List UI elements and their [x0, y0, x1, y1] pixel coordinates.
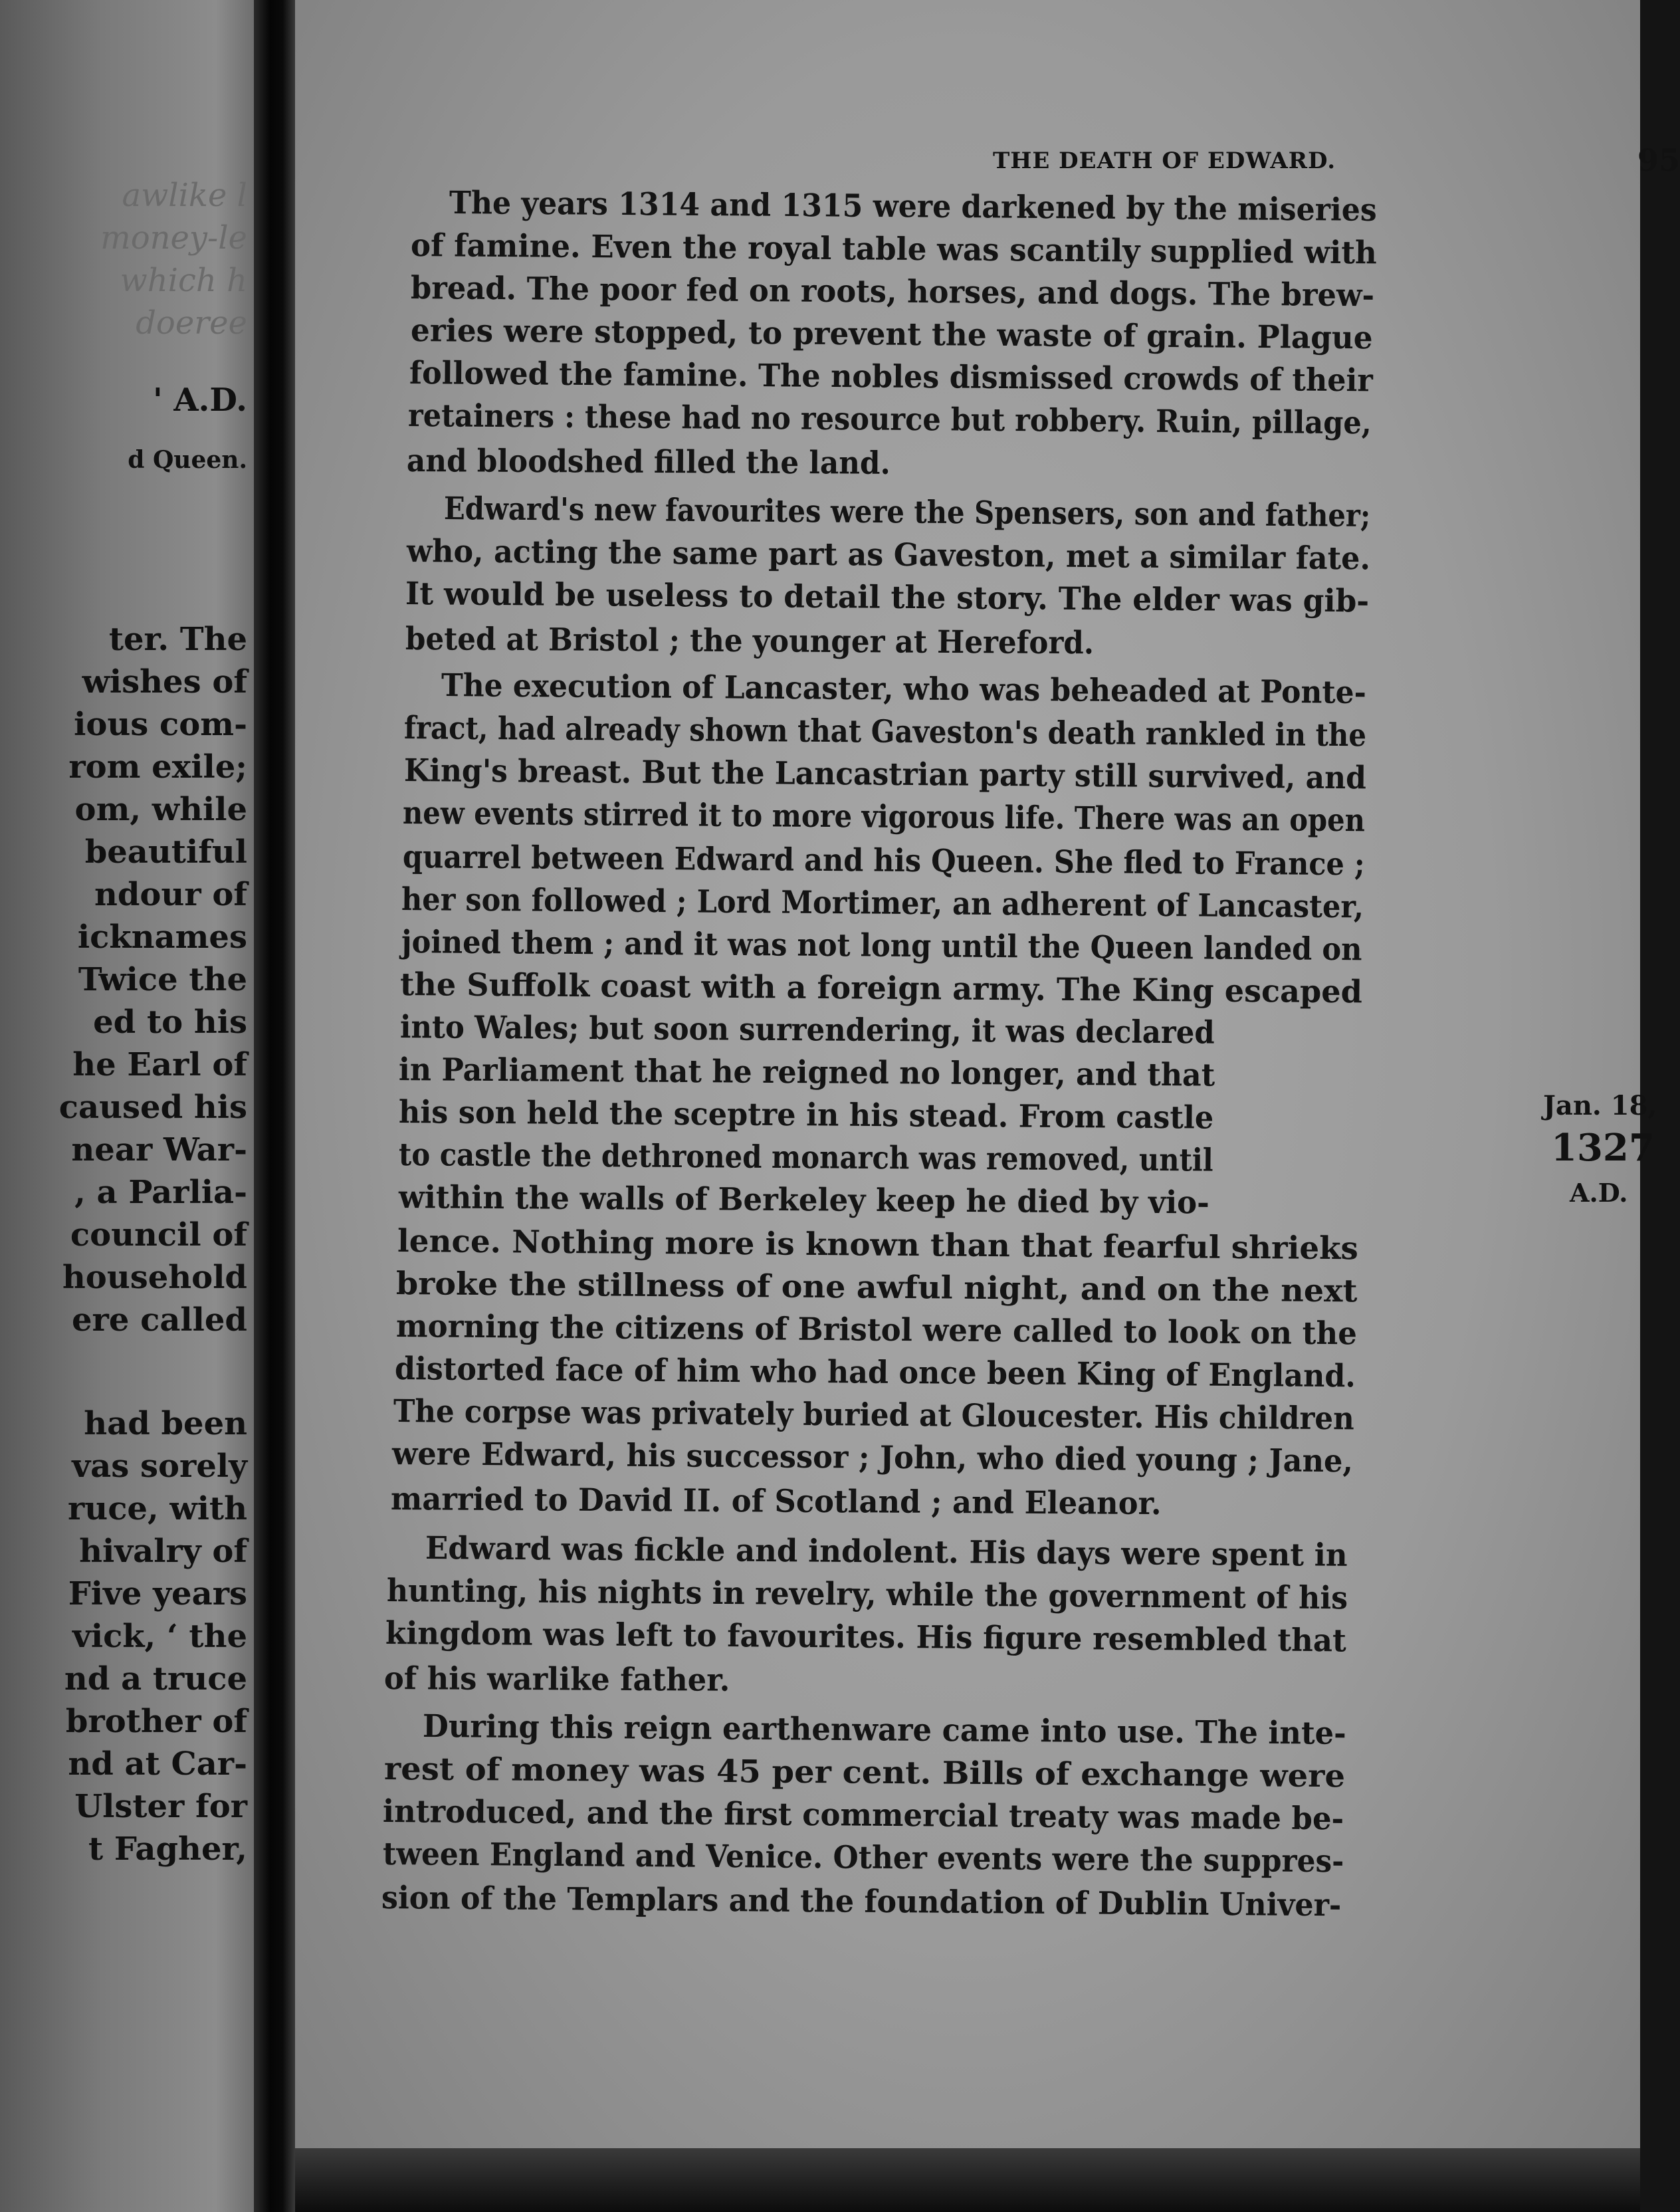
text-line: lence. Nothing more is known than that fearful shrieks: [397, 1223, 1359, 1268]
left-page-line: which h: [120, 262, 247, 299]
left-page-line: ' A.D.: [153, 382, 247, 419]
book-page: [295, 0, 1680, 2212]
left-page-line: ruce, with: [68, 1490, 247, 1527]
left-page-line: ere called: [72, 1301, 247, 1339]
left-page-line: doeree: [136, 304, 247, 342]
text-line: The execution of Lancaster, who was beheaded at Ponte-: [441, 667, 1367, 711]
text-line: the Suffolk coast with a foreign army. The King escaped: [399, 966, 1363, 1011]
text-line: Edward's new favourites were the Spensers, son and father;: [443, 491, 1371, 534]
left-page-line: he Earl of: [72, 1046, 247, 1083]
text-line: Edward was fickle and indolent. His days were spent in: [425, 1530, 1348, 1574]
text-line: who, acting the same part as Gaveston, met a similar fate.: [406, 533, 1371, 578]
left-page-line: beautiful: [84, 833, 247, 871]
text-line: eries were stopped, to prevent the waste of grain. Plague: [410, 312, 1373, 357]
text-line: introduced, and the first commercial treaty was made be-: [382, 1793, 1344, 1838]
text-line: joined them ; and it was not long until the Queen landed on: [401, 924, 1362, 968]
left-page-line: om, while: [74, 791, 247, 828]
book-gutter: [254, 0, 295, 2212]
left-page-line: ter. The: [108, 621, 247, 658]
text-line: new events stirred it to more vigorous life. There was an open: [402, 795, 1366, 839]
running-head: THE DEATH OF EDWARD.: [993, 148, 1336, 174]
text-line: sion of the Templars and the foundation of Dublin Univer-: [381, 1880, 1342, 1924]
left-page-line: wishes of: [82, 663, 247, 701]
text-line: his son held the sceptre in his stead. From castle: [398, 1094, 1214, 1137]
left-page-line: t Fagher,: [88, 1830, 247, 1868]
left-page-line: brother of: [65, 1703, 247, 1740]
left-page-line: Twice the: [78, 961, 247, 998]
text-line: were Edward, his successor ; John, who died young ; Jane,: [391, 1436, 1354, 1480]
left-page-line: hivalry of: [79, 1533, 247, 1570]
text-line: within the walls of Berkeley keep he died by vio-: [398, 1179, 1210, 1222]
left-page-line: vick, ‘ the: [72, 1618, 247, 1655]
left-page-line: d Queen.: [128, 446, 247, 474]
text-line: It would be useless to detail the story. The elder was gib-: [405, 576, 1370, 620]
text-line: hunting, his nights in revelry, while the government of his: [386, 1573, 1348, 1617]
margin-note-date: Jan. 18,: [1543, 1090, 1657, 1121]
text-line: to castle the dethroned monarch was removed, until: [398, 1137, 1213, 1179]
text-line: fract, had already shown that Gaveston's death rankled in the: [403, 710, 1367, 754]
text-line: of his warlike father.: [383, 1660, 730, 1699]
text-line: quarrel between Edward and his Queen. She fled to France ;: [402, 839, 1365, 883]
left-page-line: money-le: [100, 219, 247, 257]
text-line: The years 1314 and 1315 were darkened by the miseries: [449, 185, 1377, 229]
left-page-line: ndour of: [94, 876, 247, 913]
left-page-line: ious com-: [74, 706, 247, 743]
previous-page-fragment: [0, 0, 254, 2212]
left-page-line: council of: [70, 1216, 247, 1254]
text-line: of famine. Even the royal table was scantily supplied with: [410, 227, 1378, 272]
margin-note-era: A.D.: [1570, 1178, 1628, 1208]
left-page-line: Five years: [68, 1575, 247, 1612]
page-bottom-shadow: [295, 2148, 1640, 2212]
text-line: followed the famine. The nobles dismissed crowds of their: [409, 355, 1373, 399]
text-line: During this reign earthenware came into use. The inte-: [422, 1708, 1346, 1752]
left-page-line: caused his: [58, 1089, 247, 1126]
left-page-line: nd at Car-: [68, 1745, 247, 1783]
text-line: King's breast. But the Lancastrian party still survived, and: [403, 752, 1367, 797]
left-page-line: near War-: [71, 1131, 247, 1168]
left-page-line: ed to his: [93, 1004, 247, 1041]
text-line: tween England and Venice. Other events were the suppres-: [382, 1836, 1344, 1880]
left-page-line: rom exile;: [68, 748, 247, 786]
text-line: kingdom was left to favourites. His figure resembled that: [385, 1615, 1347, 1660]
text-line: morning the citizens of Bristol were called to look on the: [395, 1308, 1358, 1353]
left-page-line: Ulster for: [74, 1788, 247, 1825]
left-page-line: , a Parlia-: [74, 1174, 247, 1211]
left-page-line: awlike l: [122, 177, 247, 214]
text-line: beted at Bristol ; the younger at Hereford.: [405, 621, 1095, 662]
text-line: broke the stillness of one awful night, and on the next: [395, 1266, 1358, 1310]
text-line: retainers : these had no resource but robbery. Ruin, pillage,: [407, 397, 1372, 442]
left-page-line: nd a truce: [64, 1660, 247, 1698]
text-line: rest of money was 45 per cent. Bills of exchange were: [383, 1751, 1346, 1795]
text-line: married to David II. of Scotland ; and Eleanor.: [390, 1481, 1162, 1523]
text-line: The corpse was privately buried at Gloucester. His children: [393, 1393, 1354, 1438]
text-line: bread. The poor fed on roots, horses, and dogs. The brew-: [410, 270, 1375, 314]
text-line: and bloodshed filled the land.: [406, 443, 891, 482]
left-page-line: household: [62, 1259, 247, 1296]
text-line: in Parliament that he reigned no longer, and that: [398, 1051, 1215, 1094]
text-line: her son followed ; Lord Mortimer, an adherent of Lancaster,: [401, 881, 1364, 926]
left-page-line: icknames: [77, 919, 247, 956]
left-page-line: had been: [84, 1405, 247, 1442]
left-page-line: vas sorely: [72, 1448, 247, 1485]
text-line: distorted face of him who had once been King of England.: [394, 1351, 1356, 1395]
page-number: 95: [1637, 142, 1680, 178]
text-line: into Wales; but soon surrendering, it was declared: [399, 1009, 1215, 1051]
margin-note-year: 1327: [1551, 1126, 1655, 1170]
